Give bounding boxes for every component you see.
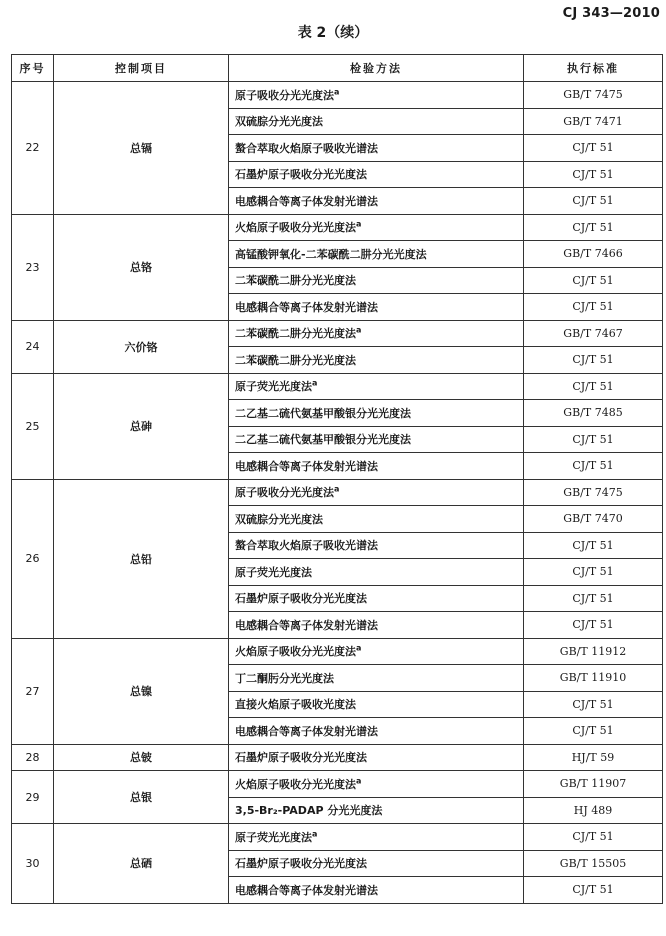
test-method: 3,5-Br₂-PADAP 分光光度法: [235, 804, 383, 818]
test-method-cell: [229, 426, 524, 453]
test-method-cell: [229, 638, 524, 665]
execution-standard: GB/T 7475: [524, 82, 663, 109]
row-seq-number: 23: [12, 214, 54, 320]
test-method: 电感耦合等离子体发射光谱法: [235, 724, 378, 738]
table-row: [12, 824, 663, 851]
row-seq-number: 24: [12, 320, 54, 373]
col-header-standard: 执行标准: [524, 55, 663, 82]
test-method-cell: [229, 294, 524, 321]
test-method: 二苯碳酰二肼分光光度法: [235, 353, 356, 367]
control-item: 总镍: [54, 638, 229, 744]
table-row: [12, 320, 663, 347]
control-item: 总镉: [54, 82, 229, 215]
test-method-cell: [229, 161, 524, 188]
test-method-cell: [229, 400, 524, 427]
test-method: 高锰酸钾氧化-二苯碳酰二肼分光光度法: [235, 247, 427, 261]
table-row: [12, 771, 663, 798]
test-method-cell: [229, 850, 524, 877]
test-method-cell: [229, 267, 524, 294]
execution-standard: CJ/T 51: [524, 267, 663, 294]
test-method-cell: [229, 612, 524, 639]
test-method: 丁二酮肟分光光度法: [235, 671, 334, 685]
test-method: 火焰原子吸收分光光度法: [235, 645, 356, 659]
table-row: [12, 744, 663, 771]
test-method-cell: [229, 188, 524, 215]
footnote-mark: a: [334, 484, 340, 494]
test-method-cell: [229, 241, 524, 268]
footnote-mark: a: [356, 219, 362, 229]
test-method: 二苯碳酰二肼分光光度法: [235, 274, 356, 288]
execution-standard: CJ/T 51: [524, 161, 663, 188]
test-method-cell: [229, 347, 524, 374]
execution-standard: GB/T 7470: [524, 506, 663, 533]
footnote-mark: a: [312, 378, 318, 388]
col-header-method: 检验方法: [229, 55, 524, 82]
test-method-cell: [229, 877, 524, 904]
test-method: 电感耦合等离子体发射光谱法: [235, 300, 378, 314]
test-method: 原子荧光光度法: [235, 830, 312, 844]
execution-standard: CJ/T 51: [524, 585, 663, 612]
execution-standard: CJ/T 51: [524, 559, 663, 586]
execution-standard: CJ/T 51: [524, 718, 663, 745]
col-header-seq: 序号: [12, 55, 54, 82]
test-method: 双硫腙分光光度法: [235, 115, 323, 129]
test-method: 二乙基二硫代氨基甲酸银分光光度法: [235, 406, 411, 420]
execution-standard: GB/T 7475: [524, 479, 663, 506]
test-method-cell: [229, 691, 524, 718]
execution-standard: CJ/T 51: [524, 824, 663, 851]
standard-code: CJ 343—2010: [562, 6, 660, 21]
table-row: [12, 82, 663, 109]
test-method: 石墨炉原子吸收分光光度法: [235, 592, 367, 606]
test-method-cell: [229, 824, 524, 851]
control-item: 六价铬: [54, 320, 229, 373]
test-method-cell: [229, 585, 524, 612]
methods-table: [11, 54, 663, 904]
control-item: 总银: [54, 771, 229, 824]
table-body: [12, 82, 663, 904]
test-method: 电感耦合等离子体发射光谱法: [235, 194, 378, 208]
execution-standard: GB/T 7471: [524, 108, 663, 135]
execution-standard: CJ/T 51: [524, 135, 663, 162]
test-method-cell: [229, 135, 524, 162]
execution-standard: GB/T 11910: [524, 665, 663, 692]
test-method-cell: [229, 718, 524, 745]
test-method: 火焰原子吸收分光光度法: [235, 221, 356, 235]
test-method-cell: [229, 771, 524, 798]
footnote-mark: a: [356, 643, 362, 653]
row-seq-number: 28: [12, 744, 54, 771]
test-method: 原子荧光光度法: [235, 565, 312, 579]
execution-standard: GB/T 7466: [524, 241, 663, 268]
test-method-cell: [229, 453, 524, 480]
execution-standard: CJ/T 51: [524, 532, 663, 559]
control-item: 总铅: [54, 479, 229, 638]
execution-standard: CJ/T 51: [524, 426, 663, 453]
execution-standard: GB/T 7485: [524, 400, 663, 427]
test-method-cell: [229, 82, 524, 109]
test-method: 螯合萃取火焰原子吸收光谱法: [235, 539, 378, 553]
execution-standard: CJ/T 51: [524, 612, 663, 639]
test-method-cell: [229, 214, 524, 241]
control-item: 总硒: [54, 824, 229, 904]
execution-standard: CJ/T 51: [524, 214, 663, 241]
row-seq-number: 25: [12, 373, 54, 479]
test-method: 直接火焰原子吸收光度法: [235, 698, 356, 712]
row-seq-number: 30: [12, 824, 54, 904]
control-item: 总铍: [54, 744, 229, 771]
execution-standard: HJ/T 59: [524, 744, 663, 771]
footnote-mark: a: [356, 776, 362, 786]
test-method-cell: [229, 479, 524, 506]
table-row: [12, 373, 663, 400]
test-method: 原子吸收分光光度法: [235, 88, 334, 102]
test-method: 石墨炉原子吸收分光光度法: [235, 751, 367, 765]
control-item: 总砷: [54, 373, 229, 479]
test-method: 电感耦合等离子体发射光谱法: [235, 618, 378, 632]
test-method: 二乙基二硫代氨基甲酸银分光光度法: [235, 433, 411, 447]
row-seq-number: 22: [12, 82, 54, 215]
footnote-mark: a: [356, 325, 362, 335]
test-method-cell: [229, 665, 524, 692]
execution-standard: CJ/T 51: [524, 453, 663, 480]
table-row: [12, 214, 663, 241]
table-title: 表 2（续）: [297, 25, 369, 41]
test-method: 二苯碳酰二肼分光光度法: [235, 327, 356, 341]
table-row: [12, 638, 663, 665]
control-item: 总铬: [54, 214, 229, 320]
execution-standard: GB/T 11907: [524, 771, 663, 798]
test-method: 石墨炉原子吸收分光光度法: [235, 168, 367, 182]
execution-standard: HJ 489: [524, 797, 663, 824]
execution-standard: CJ/T 51: [524, 373, 663, 400]
execution-standard: CJ/T 51: [524, 691, 663, 718]
test-method-cell: [229, 373, 524, 400]
execution-standard: CJ/T 51: [524, 188, 663, 215]
footnote-mark: a: [312, 829, 318, 839]
test-method: 电感耦合等离子体发射光谱法: [235, 459, 378, 473]
test-method: 石墨炉原子吸收分光光度法: [235, 857, 367, 871]
test-method-cell: [229, 559, 524, 586]
test-method: 火焰原子吸收分光光度法: [235, 777, 356, 791]
test-method: 原子吸收分光光度法: [235, 486, 334, 500]
test-method-cell: [229, 108, 524, 135]
test-method: 电感耦合等离子体发射光谱法: [235, 883, 378, 897]
test-method-cell: [229, 506, 524, 533]
col-header-item: 控制项目: [54, 55, 229, 82]
table-row: [12, 479, 663, 506]
execution-standard: GB/T 11912: [524, 638, 663, 665]
execution-standard: CJ/T 51: [524, 347, 663, 374]
test-method-cell: [229, 320, 524, 347]
row-seq-number: 29: [12, 771, 54, 824]
test-method: 螯合萃取火焰原子吸收光谱法: [235, 141, 378, 155]
execution-standard: GB/T 15505: [524, 850, 663, 877]
execution-standard: GB/T 7467: [524, 320, 663, 347]
test-method: 原子荧光光度法: [235, 380, 312, 394]
test-method-cell: [229, 744, 524, 771]
table-header-row: [12, 55, 663, 82]
execution-standard: CJ/T 51: [524, 294, 663, 321]
execution-standard: CJ/T 51: [524, 877, 663, 904]
test-method: 双硫腙分光光度法: [235, 512, 323, 526]
row-seq-number: 27: [12, 638, 54, 744]
test-method-cell: [229, 797, 524, 824]
row-seq-number: 26: [12, 479, 54, 638]
footnote-mark: a: [334, 87, 340, 97]
test-method-cell: [229, 532, 524, 559]
